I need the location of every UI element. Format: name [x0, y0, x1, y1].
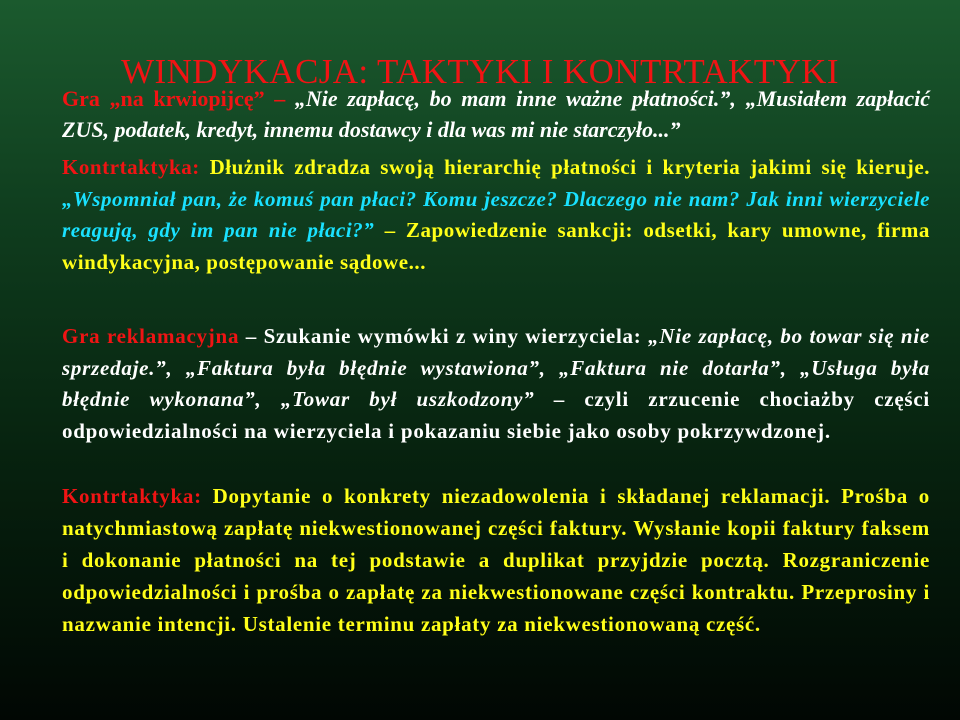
text-segment-quote: „Wspomniał pan, że komuś pan płaci? Komu jeszcze? Dlaczego nie nam? Jak inni wierzyciele reagują, gdy im pan nie płaci?” — [62, 186, 930, 242]
text-segment-label: Kontrtaktyka: — [62, 484, 213, 508]
text-segment-body: – Szukanie wymówki z winy wierzyciela: — [239, 324, 649, 348]
paragraph-kontrtaktyka-1 — [62, 152, 930, 278]
text-segment-label: Gra reklamacyjna — [62, 324, 240, 348]
paragraph-gra-na-krwiopijce — [62, 83, 930, 145]
text-segment-quote: „Nie zapłacę, bo mam inne ważne płatności.”, „Musiałem zapłacić ZUS, podatek, kredyt, innemu dostawcy i dla was mi nie starczyło...” — [62, 86, 930, 142]
text-segment-label: Kontrtaktyka: — [62, 155, 210, 179]
text-segment-body: – czyli zrzucenie chociażby części odpowiedzialności na wierzyciela i pokazaniu siebie jako osoby pokrzywdzonej. — [62, 387, 931, 443]
text-segment-body: Dopytanie o konkrety niezadowolenia i składanej reklamacji. Prośba o natychmiastową zapłatę niekwestionowanej części faktury. Wysłanie kopii faktury faksem i dokonanie płatności na tej podstawie a duplikat przyjdzie pocztą. Rozgraniczenie odpowiedzialności i prośba o zapłatę za niekwestionowane części kontraktu. Przeprosiny i nazwanie intencji. Ustalenie terminu zapłaty za niekwestionowaną część. — [62, 484, 931, 636]
text-segment-body: Dłużnik zdradza swoją hierarchię płatności i kryteria jakimi się kieruje. — [209, 155, 931, 179]
text-segment-body: – Zapowiedzenie sankcji: odsetki, kary umowne, firma windykacyjna, postępowanie sądowe... — [62, 218, 930, 274]
paragraph-kontrtaktyka-2 — [62, 480, 930, 640]
text-segment-label: Gra „na krwiopijcę” – — [62, 86, 295, 111]
slide-title: WINDYKACJA: TAKTYKI I KONTRTAKTYKI — [121, 52, 839, 92]
text-segment-quote: „Nie zapłacę, bo towar się nie sprzedaje.”, „Faktura była błędnie wystawiona”, „Faktura nie dotarła”, „Usługa była błędnie wykonana”, „Towar był uszkodzony” — [62, 324, 930, 411]
paragraph-gra-reklamacyjna — [62, 321, 930, 447]
